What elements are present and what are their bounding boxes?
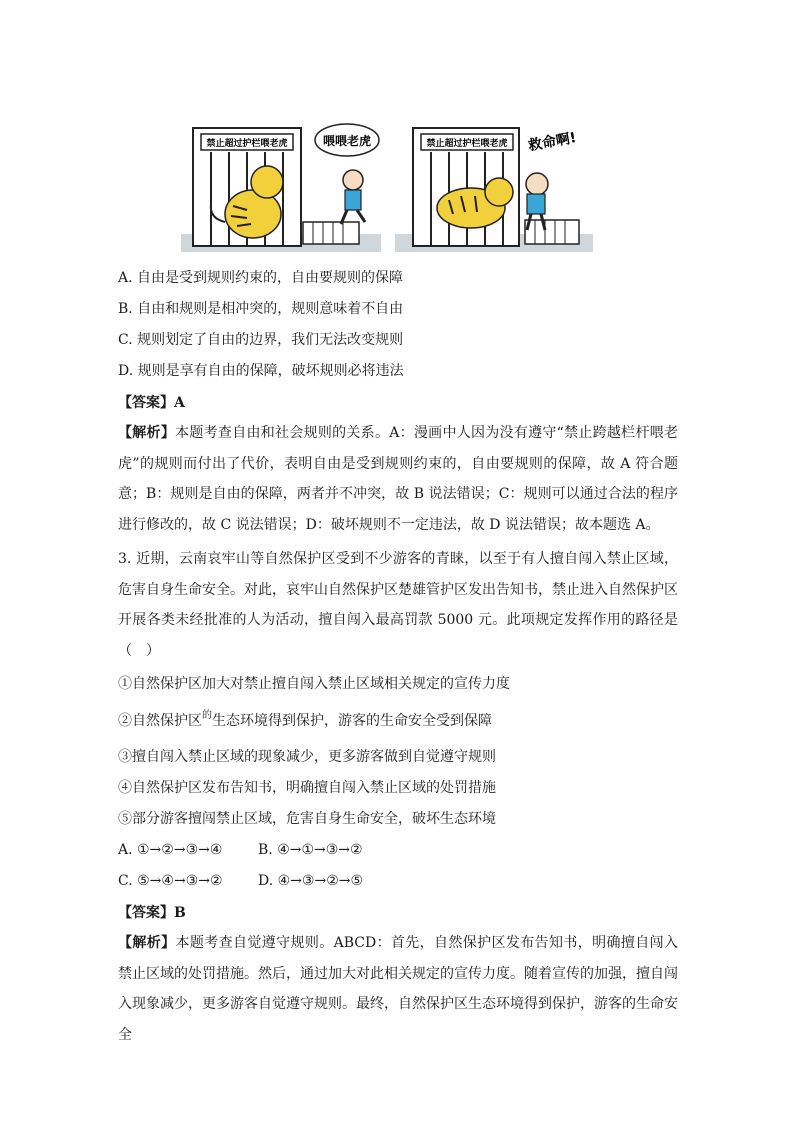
q3-item-2-sup: 的: [202, 710, 212, 721]
q3-analysis-label: 【解析】: [118, 935, 176, 951]
q3-item-1: ①自然保护区加大对禁止擅自闯入禁止区域相关规定的宣传力度: [118, 676, 510, 692]
left-sign-text: 禁止超过护栏喂老虎: [206, 139, 288, 149]
q3-option-b: B. ④→①→③→②: [258, 842, 363, 858]
right-sign-text: 禁止超过护栏喂老虎: [426, 139, 508, 149]
q3-item-2: [118, 711, 492, 733]
q2-analysis-text: 本题考查自由和社会规则的关系。A：漫画中人因为没有遵守“禁止跨越栏杆喂老虎”的规则而付出了代价，表明自由是受到规则约束的，自由要规则的保障，故 A 符合题意；B：规则是自由的保障，两者并不冲突，故 B 说法错误；C：规则可以通过合法的程序进行修改的，故 C 说法错误；D：破坏规则不一定违法，故 D 说法错误；故本题选 A。: [118, 425, 679, 533]
q3-item-3: ③擅自闯入禁止区域的现象减少，更多游客做到自觉遵守规则: [118, 749, 496, 765]
q3-item-4: ④自然保护区发布告知书，明确擅自闯入禁止区域的处罚措施: [118, 780, 496, 796]
q3-item-2-rest: 生态环境得到保护，游客的生命安全受到保障: [212, 713, 492, 729]
q2-option-b: B. 自由和规则是相冲突的，规则意味着不自由: [118, 301, 404, 317]
man-left: [341, 170, 365, 224]
q3-analysis: [118, 928, 678, 1050]
q2-option-a: A. 自由是受到规则约束的，自由要规则的保障: [118, 270, 404, 286]
q3-analysis-text: 本题考查自觉遵守规则。ABCD：首先，自然保护区发布告知书，明确擅自闯入禁止区域的处罚措施。然后，通过加大对此相关规定的宣传力度。随着宣传的加强，擅自闯入现象减少，更多游客自觉遵守规则。最终，自然保护区生态环境得到保护，游客的生命安全: [118, 935, 679, 1043]
q3-answer: 【答案】B: [118, 905, 186, 921]
shout-text: 救命啊!: [527, 129, 578, 155]
q2-answer: 【答案】A: [118, 395, 185, 411]
q3-option-a: A. ①→②→③→④: [118, 842, 223, 858]
q2-option-c: C. 规则划定了自由的边界，我们无法改变规则: [118, 332, 404, 348]
left-steps: [303, 222, 359, 244]
q3-option-c: C. ⑤→④→③→②: [118, 873, 223, 889]
right-steps: [525, 220, 579, 244]
q3-option-d: D. ④→③→②→⑤: [258, 873, 364, 889]
q2-analysis: [118, 418, 678, 540]
q3-item-5: ⑤部分游客擅闯禁止区域，危害自身生命安全，破坏生态环境: [118, 811, 496, 827]
q3-options-row-1: [118, 840, 363, 860]
q2-option-d: D. 规则是享有自由的保障，破坏规则必将违法: [118, 363, 404, 379]
q3-stem: 3. 近期，云南哀牢山等自然保护区受到不少游客的青睐，以至于有人擅自闯入禁止区域，危害自身生命安全。对此，哀牢山自然保护区楚雄管护区发出告知书，禁止进入自然保护区开展各类未经批准的人为活动，擅自闯入最高罚款 5000 元。此项规定发挥作用的路径是（ ）: [118, 551, 678, 659]
q3-options-row-2: [118, 871, 363, 891]
tiger-cage-cartoon: [181, 122, 593, 252]
q2-analysis-label: 【解析】: [118, 425, 176, 441]
speech-bubble-text: 喂喂老虎: [322, 134, 372, 148]
q3-item-2-head: ②自然保护区: [118, 713, 202, 729]
